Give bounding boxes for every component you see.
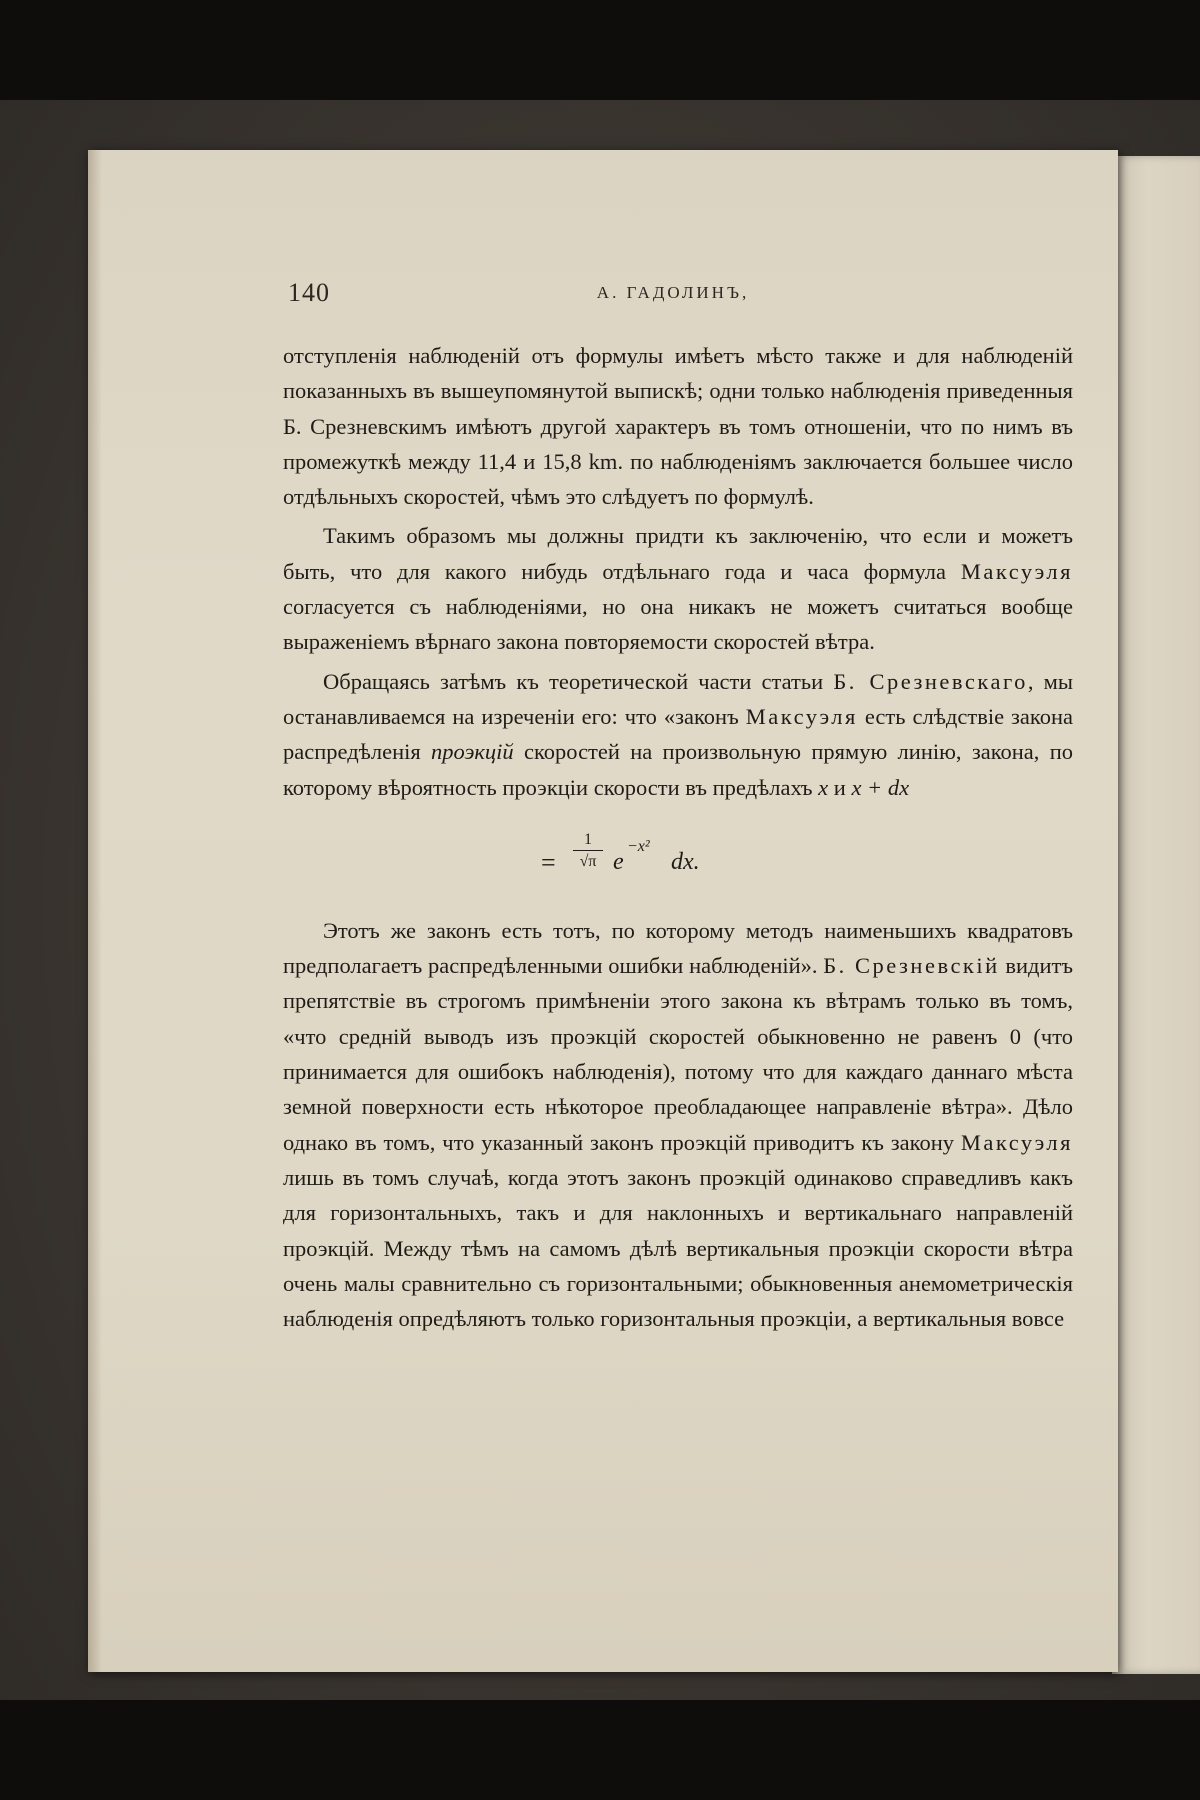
sreznevsky-name: Б. Срезневскій (823, 953, 1000, 979)
body-text (283, 338, 1073, 1336)
paragraph-3-text-mid1: , мы останавливаемся на изреченіи его: что «законъ (283, 668, 1074, 729)
scan-top-border (0, 0, 1200, 100)
running-head (288, 278, 1058, 318)
book-page (88, 150, 1118, 1672)
formula-fraction (573, 831, 603, 871)
paragraph-1-text: отступленія наблюденій отъ формулы имѣетъ мѣсто также и для наблюденій показанныхъ въ вышеупомянутой выпискѣ; одни только наблюденія приведенныя Б. Срезневскимъ имѣютъ другой характеръ въ томъ отношеніи, что по нимъ въ промежуткѣ между 11,4 и 15,8 km. по наблюденіямъ заключается большее число отдѣльныхъ скоростей, чѣмъ это слѣдуетъ по формулѣ. (283, 343, 1073, 510)
probability-formula (283, 805, 1073, 913)
variable-x-plus-dx: x + dx (851, 774, 910, 800)
formula-differential: dx. (671, 848, 700, 875)
formula-base: e (613, 848, 624, 875)
maxwell-name: Максуэля (960, 558, 1073, 584)
paragraph-3-text-start: Обращаясь затѣмъ къ теоретической части статьи (323, 668, 834, 694)
sreznevsky-name: Б. Срезневскаго (833, 668, 1028, 694)
formula-equals: = (541, 847, 556, 877)
page-spine-shadow (88, 150, 102, 1672)
paragraph-3-text-mid3: скоростей на произвольную прямую линію, закона, по которому вѣроятность проэкціи скорости въ предѣлахъ (283, 739, 1073, 800)
paragraph-4-text-end: лишь въ томъ случаѣ, когда этотъ законъ проэкцій одинаково справедливъ какъ для горизонтальныхъ, такъ и для наклонныхъ и вертикальнаго направленій проэкцій. Между тѣмъ на самомъ дѣлѣ вертикальныя проэкціи скорости вѣтра очень малы сравнительно съ горизонтальными; обыкновенныя анемометрическія наблюденія опредѣляютъ только горизонтальныя проэкціи, а вертикальныя вовсе (283, 1164, 1073, 1332)
paragraph-4-text-mid: видитъ препятствіе въ строгомъ примѣненіи этого закона къ вѣтрамъ только въ томъ, «что средній выводъ изъ проэкцій скоростей обыкновенно не равенъ 0 (что принимается для ошибокъ наблюденія), потому что для каждаго даннаго мѣста земной поверхности есть нѣкоторое преобладающее направленіе вѣтра». Дѣло однако въ томъ, что указанный законъ проэкцій приводитъ къ закону (283, 953, 1073, 1155)
conjunction: и (828, 774, 852, 800)
page-number: 140 (288, 278, 330, 307)
formula-denominator: √π (579, 853, 597, 871)
fraction-bar (573, 850, 603, 851)
paragraph-3 (283, 664, 1073, 805)
paragraph-3-text-mid2: есть слѣдствіе закона распредѣленія (283, 703, 1073, 765)
paragraph-1 (283, 338, 1073, 514)
paragraph-2 (283, 518, 1073, 659)
maxwell-name: Максуэля (960, 1129, 1073, 1155)
paragraph-2-text-end: согласуется съ наблюденіями, но она никакъ не можетъ считаться вообще выраженіемъ вѣрнаго закона повторяемости скоростей вѣтра. (283, 594, 1073, 655)
formula-exponent: −x² (627, 837, 650, 855)
variable-x: x (818, 774, 829, 800)
maxwell-name: Максуэля (745, 703, 858, 729)
formula-numerator: 1 (584, 830, 592, 848)
paragraph-2-text-start: Такимъ образомъ мы должны придти къ заключенію, что если и можетъ быть, что для какого нибудь отдѣльнаго года и часа формула (283, 523, 1073, 584)
scan-bottom-border (0, 1700, 1200, 1800)
italic-projections-word: проэкцій (431, 739, 514, 765)
paragraph-4-text-start: Этотъ же законъ есть тотъ, по которому методъ наименьшихъ квадратовъ предполагаетъ распредѣленными ошибки наблюденій». (283, 917, 1073, 979)
paragraph-4 (283, 913, 1073, 1337)
adjacent-page-edge (1112, 156, 1200, 1674)
running-title: А. ГАДОЛИНЪ, (596, 283, 750, 302)
